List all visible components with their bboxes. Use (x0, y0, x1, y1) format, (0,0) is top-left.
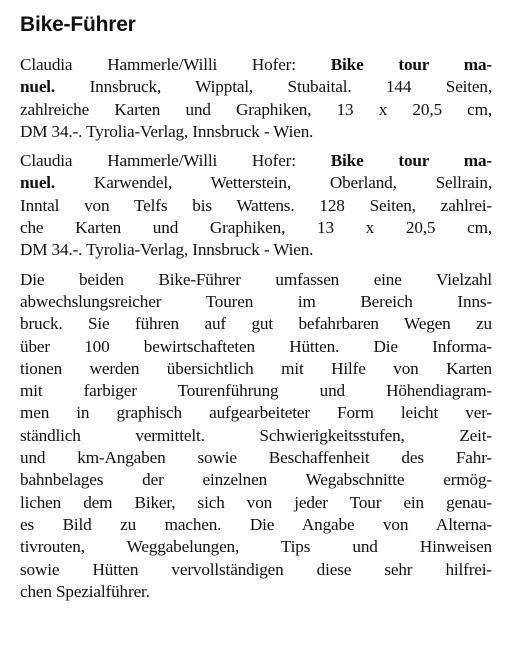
body-line: men in graphisch aufgearbeiteter Form leicht ver- (20, 403, 492, 423)
body-line: Die beiden Bike-Führer umfassen eine Vielzahl (20, 269, 492, 289)
body-line: chen Spezialführer. (20, 581, 150, 601)
book-entry-line (20, 239, 492, 261)
body-line: abwechslungsreicher Touren im Bereich Inns- (20, 291, 492, 311)
body-line: ständlich vermittelt. Schwierigkeitsstufen, Zeit- (20, 425, 492, 445)
line-text: Karwendel, Wetterstein, Oberland, Sellrain, (55, 173, 492, 193)
line-text: che Karten und Graphiken, 13 x 20,5 cm, (20, 218, 492, 238)
line-text: Claudia Hammerle/Willi Hofer: (20, 55, 331, 74)
body-line: mit farbiger Tourenführung und Höhendiagram- (20, 381, 492, 401)
book-entry-2 (20, 150, 492, 261)
line-text: DM 34.-. Tyrolia-Verlag, Innsbruck - Wien. (20, 240, 314, 260)
body-line: es Bild zu machen. Die Angabe von Alterna- (20, 514, 492, 534)
book-title-text: Bike tour ma- (330, 55, 492, 74)
article (20, 12, 492, 603)
body-line: tionen werden übersichtlich mit Hilfe von Karten (20, 358, 492, 378)
line-text: zahlreiche Karten und Graphiken, 13 x 20,5 cm, (20, 99, 492, 119)
book-entry-line (20, 76, 492, 98)
book-entry-line (20, 172, 492, 194)
book-title-text: nuel. (20, 173, 56, 193)
article-title: Bike-Führer (20, 13, 136, 36)
book-entry-line (20, 99, 492, 121)
article-body (20, 269, 492, 603)
book-title-text: Bike tour ma- (330, 151, 492, 171)
book-entry-line (20, 217, 492, 239)
body-line: und km-Angaben sowie Beschaffenheit des Fahr- (20, 448, 492, 468)
line-text: Inntal von Telfs bis Wattens. 128 Seiten, zahlrei- (20, 195, 492, 215)
body-line: bruck. Sie führen auf gut befahrbaren Wegen zu (20, 314, 492, 334)
line-text: Claudia Hammerle/Willi Hofer: (20, 151, 331, 171)
book-entry-1 (20, 54, 492, 143)
body-line: sowie Hütten vervollständigen diese sehr hilfrei- (20, 559, 492, 579)
book-entry-line (20, 121, 492, 143)
book-entry-line (20, 54, 492, 76)
body-line: tivrouten, Weggabelungen, Tips und Hinweisen (20, 537, 492, 557)
body-line: lichen dem Biker, sich von jeder Tour ein genau- (20, 492, 492, 512)
book-entry-line (20, 150, 492, 172)
body-line: bahnbelages der einzelnen Wegabschnitte ermög- (20, 470, 492, 490)
book-title-text: nuel. (20, 77, 56, 97)
line-text: DM 34.-. Tyrolia-Verlag, Innsbruck - Wien. (20, 121, 314, 141)
line-text: Innsbruck, Wipptal, Stubaital. 144 Seiten, (55, 77, 492, 97)
body-line: über 100 bewirtschafteten Hütten. Die Informa- (20, 336, 492, 356)
book-entry-line (20, 195, 492, 217)
